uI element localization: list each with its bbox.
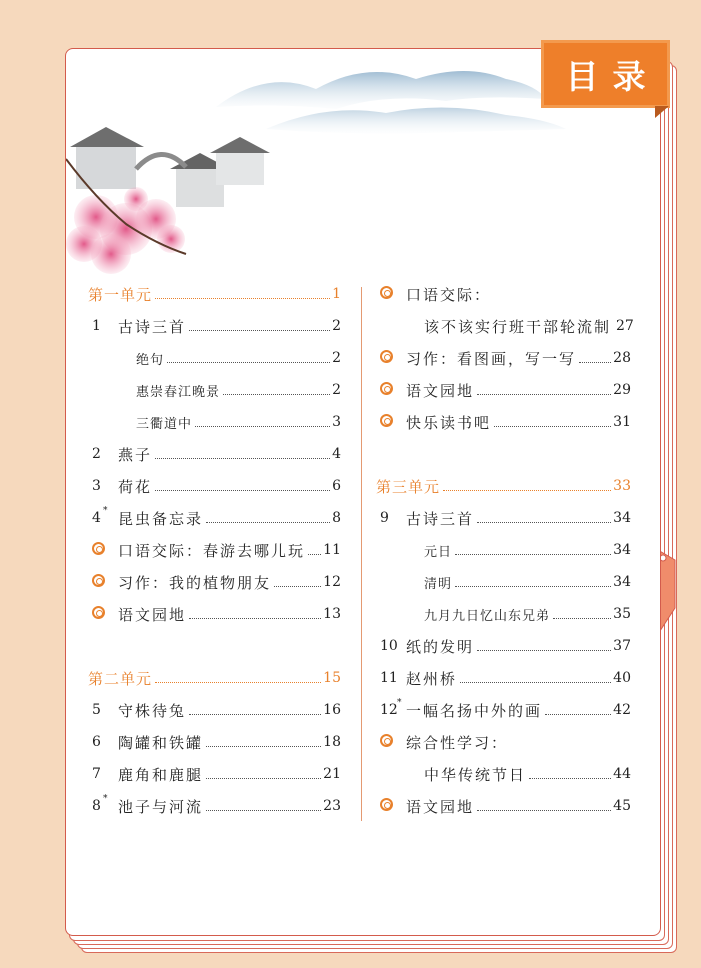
page-number: 4: [332, 446, 341, 462]
page-number: 40: [613, 670, 631, 686]
activity-marker: [376, 350, 406, 367]
lesson-number: [380, 670, 406, 686]
toc-page: [65, 48, 661, 936]
page-number: 45: [613, 798, 631, 814]
activity-marker: [88, 606, 118, 623]
entry-title: 口语交际：春游去哪儿玩: [118, 541, 306, 560]
lesson-number-text: 8: [92, 798, 101, 814]
page-number: 6: [332, 478, 341, 494]
page-number: 42: [613, 702, 631, 718]
activity-marker: [88, 542, 118, 559]
dot-leader: [206, 810, 321, 811]
lesson-number-text: 10: [380, 638, 398, 654]
dot-leader: [155, 490, 330, 491]
dot-leader: [477, 522, 611, 523]
toc-entry[interactable]: [376, 539, 631, 561]
page-number: 34: [613, 542, 631, 558]
lesson-number-text: 2: [92, 446, 101, 462]
dot-leader: [477, 394, 611, 395]
toc-entry[interactable]: [376, 795, 631, 817]
dot-leader: [206, 778, 321, 779]
dot-leader: [455, 554, 611, 555]
dot-leader: [167, 362, 330, 363]
page-number: 29: [613, 382, 631, 398]
toc-entry[interactable]: [88, 571, 341, 593]
lesson-number-text: 9: [380, 510, 389, 526]
page-number: 23: [323, 798, 341, 814]
lesson-number: [92, 702, 118, 718]
dot-leader: [206, 522, 330, 523]
entry-title: 该不该实行班干部轮流制: [424, 317, 612, 336]
dot-leader: [195, 426, 330, 427]
unit-title: 第三单元: [376, 477, 441, 496]
lesson-number-text: 4: [92, 510, 101, 526]
entry-title: 鹿角和鹿腿: [118, 765, 204, 784]
double-ring-icon: [92, 574, 105, 587]
toc-entry[interactable]: [376, 379, 631, 401]
lesson-number-text: 6: [92, 734, 101, 750]
entry-title: 古诗三首: [406, 509, 475, 528]
toc-entry[interactable]: [88, 283, 341, 305]
page-number: 28: [613, 350, 631, 366]
dot-leader: [274, 586, 321, 587]
page-number: 31: [613, 414, 631, 430]
dot-leader: [494, 426, 611, 427]
entry-title: 池子与河流: [118, 797, 204, 816]
double-ring-icon: [380, 286, 393, 299]
page-number: 33: [613, 478, 631, 494]
toc-entry[interactable]: [376, 635, 631, 657]
dot-leader: [155, 682, 321, 683]
entry-title: 荷花: [118, 477, 153, 496]
dot-leader: [189, 714, 321, 715]
activity-marker: [376, 414, 406, 431]
lesson-number: [92, 318, 118, 334]
page-number: 2: [332, 350, 341, 366]
double-ring-icon: [380, 350, 393, 363]
lesson-number: [380, 510, 406, 526]
dot-leader: [189, 618, 321, 619]
entry-title: 惠崇春江晚景: [136, 384, 221, 400]
lesson-number-text: 7: [92, 766, 101, 782]
unit-title: 第二单元: [88, 669, 153, 688]
entry-title: 赵州桥: [406, 669, 458, 688]
lesson-number: [92, 478, 118, 494]
entry-title: 习作：我的植物朋友: [118, 573, 272, 592]
dot-leader: [155, 298, 330, 299]
dot-leader: [529, 778, 611, 779]
page-number: 34: [613, 510, 631, 526]
optional-lesson-mark: *: [103, 794, 108, 804]
dot-leader: [579, 362, 611, 363]
toc-entry[interactable]: [376, 603, 631, 625]
toc-entry[interactable]: [88, 379, 341, 401]
page-number: 16: [323, 702, 341, 718]
lesson-number-text: 3: [92, 478, 101, 494]
page-number: 13: [323, 606, 341, 622]
entry-title: 昆虫备忘录: [118, 509, 204, 528]
dot-leader: [553, 618, 611, 619]
entry-title: 陶罐和铁罐: [118, 733, 204, 752]
entry-title: 语文园地: [118, 605, 187, 624]
toc-entry[interactable]: [88, 667, 341, 689]
optional-lesson-mark: *: [103, 506, 108, 516]
entry-title: 燕子: [118, 445, 153, 464]
entry-title: 口语交际：: [406, 285, 492, 304]
dot-leader: [206, 746, 321, 747]
toc-entry[interactable]: [376, 411, 631, 433]
page-number: 11: [323, 542, 341, 558]
double-ring-icon: [92, 542, 105, 555]
toc-entry[interactable]: [376, 731, 631, 753]
dot-leader: [545, 714, 611, 715]
double-ring-icon: [380, 798, 393, 811]
page-number: 2: [332, 382, 341, 398]
toc-entry[interactable]: [88, 315, 341, 337]
activity-marker: [376, 382, 406, 399]
dot-leader: [223, 394, 330, 395]
toc-entry[interactable]: [376, 763, 631, 785]
lesson-number-text: 12: [380, 702, 398, 718]
page-number: 18: [323, 734, 341, 750]
entry-title: 习作：看图画，写一写: [406, 349, 577, 368]
toc-entry[interactable]: [88, 411, 341, 433]
entry-title: 快乐读书吧: [406, 413, 492, 432]
lesson-number-text: 11: [380, 670, 398, 686]
page-title: 目录: [565, 56, 660, 96]
optional-lesson-mark: *: [397, 698, 402, 708]
tab-fold: [655, 106, 669, 118]
toc-entry[interactable]: [376, 347, 631, 369]
entry-title: 九月九日忆山东兄弟: [424, 608, 551, 624]
entry-title: 守株待兔: [118, 701, 187, 720]
dot-leader: [189, 330, 330, 331]
double-ring-icon: [92, 606, 105, 619]
column-divider: [361, 287, 362, 821]
toc-entry[interactable]: [88, 731, 341, 753]
entry-title: 中华传统节日: [424, 765, 527, 784]
toc-entry[interactable]: [376, 667, 631, 689]
entry-title: 三衢道中: [136, 416, 193, 432]
entry-title: 语文园地: [406, 381, 475, 400]
entry-title: 绝句: [136, 352, 165, 368]
page-number: 35: [613, 606, 631, 622]
toc-entry[interactable]: [88, 507, 341, 529]
lesson-number: [380, 698, 406, 718]
lesson-number-text: 1: [92, 318, 101, 334]
dot-leader: [477, 650, 611, 651]
dot-leader: [455, 586, 611, 587]
page-number: 2: [332, 318, 341, 334]
toc-entry[interactable]: [88, 347, 341, 369]
dot-leader: [308, 554, 321, 555]
page-number: 21: [323, 766, 341, 782]
lesson-number: [92, 766, 118, 782]
toc-entry[interactable]: [376, 571, 631, 593]
double-ring-icon: [380, 382, 393, 395]
lesson-number: [380, 638, 406, 654]
entry-title: 纸的发明: [406, 637, 475, 656]
toc-entry[interactable]: [376, 475, 631, 497]
toc-entry[interactable]: [88, 603, 341, 625]
double-ring-icon: [380, 414, 393, 427]
page-number: 27: [616, 318, 634, 334]
unit-title: 第一单元: [88, 285, 153, 304]
page-number: 3: [332, 414, 341, 430]
entry-title: 元日: [424, 544, 453, 560]
toc-entry[interactable]: [376, 507, 631, 529]
dot-leader: [460, 682, 611, 683]
toc-entry[interactable]: [88, 699, 341, 721]
double-ring-icon: [380, 734, 393, 747]
page-number: 1: [332, 286, 341, 302]
toc-entry[interactable]: [376, 283, 631, 305]
activity-marker: [88, 574, 118, 591]
lesson-number: [92, 506, 118, 526]
toc-entry[interactable]: [88, 763, 341, 785]
page-number: 37: [613, 638, 631, 654]
dot-leader: [443, 490, 611, 491]
toc-entry[interactable]: [376, 315, 634, 337]
entry-title: 综合性学习：: [406, 733, 509, 752]
toc-entry[interactable]: [88, 443, 341, 465]
page-number: 8: [332, 510, 341, 526]
toc-title-tab: [541, 40, 670, 108]
page-number: 34: [613, 574, 631, 590]
page-number: 44: [613, 766, 631, 782]
page-number: 12: [323, 574, 341, 590]
entry-title: 语文园地: [406, 797, 475, 816]
lesson-number-text: 5: [92, 702, 101, 718]
dot-leader: [477, 810, 611, 811]
entry-title: 清明: [424, 576, 453, 592]
activity-marker: [376, 286, 406, 303]
entry-title: 一幅名扬中外的画: [406, 701, 543, 720]
activity-marker: [376, 798, 406, 815]
page-number: 15: [323, 670, 341, 686]
dot-leader: [155, 458, 330, 459]
toc-entry[interactable]: [376, 699, 631, 721]
lesson-number: [92, 446, 118, 462]
toc-entry[interactable]: [88, 795, 341, 817]
toc-entry[interactable]: [88, 475, 341, 497]
lesson-number: [92, 734, 118, 750]
activity-marker: [376, 734, 406, 751]
lesson-number: [92, 794, 118, 814]
toc-entry[interactable]: [88, 539, 341, 561]
entry-title: 古诗三首: [118, 317, 187, 336]
